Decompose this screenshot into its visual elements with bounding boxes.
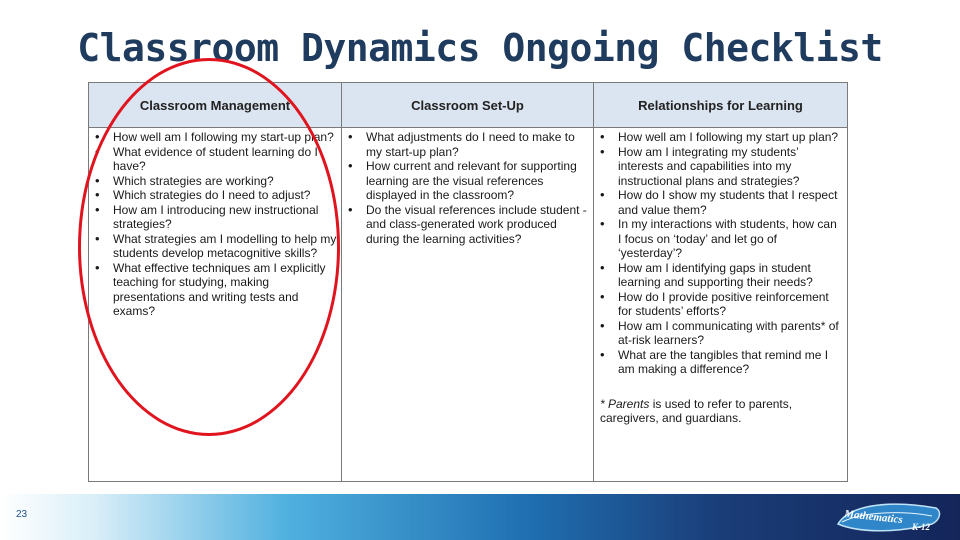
list-item: • What effective techniques am I explicitly teaching for studying, making presentations and writing tests and exams? [113, 261, 337, 319]
header-classroom-set-up: Classroom Set-Up [342, 83, 594, 128]
list-item: • What evidence of student learning do I have? [113, 145, 337, 174]
list-item: • How am I identifying gaps in student learning and supporting their needs? [618, 261, 843, 290]
list-item: • How am I introducing new instructional strategies? [113, 203, 337, 232]
list-item: • What are the tangibles that remind me I am making a difference? [618, 348, 843, 377]
column-classroom-management [89, 128, 342, 482]
table-body-row [89, 128, 848, 482]
list-item: • In my interactions with students, how can I focus on ‘today’ and let go of ‘yesterday’? [618, 217, 843, 261]
table-header-row [89, 83, 848, 128]
question-list [598, 130, 843, 377]
header-relationships-for-learning: Relationships for Learning [594, 83, 848, 128]
question-list [346, 130, 589, 246]
list-item: • How am I integrating my students’ interests and capabilities into my instructional plans and strategies? [618, 145, 843, 189]
question-list [93, 130, 337, 319]
list-item: • How well am I following my start up plan? [618, 130, 843, 145]
logo-text-main: Mathematics [843, 508, 904, 527]
logo-text-grade: K-12 [912, 522, 930, 532]
list-item: • What strategies am I modelling to help my students develop metacognitive skills? [113, 232, 337, 261]
list-item: • How do I show my students that I respect and value them? [618, 188, 843, 217]
list-item: • Which strategies are working? [113, 174, 337, 189]
slide-title: Classroom Dynamics Ongoing Checklist [77, 26, 883, 70]
list-item: • How current and relevant for supporting learning are the visual references displayed in the classroom? [366, 159, 589, 203]
list-item: • How well am I following my start-up plan? [113, 130, 337, 145]
list-item: • What adjustments do I need to make to my start-up plan? [366, 130, 589, 159]
checklist-table [88, 82, 848, 482]
page-number: 23 [16, 509, 28, 520]
footnote-text: is used to refer to parents, caregivers, and guardians. [600, 396, 793, 425]
mathematics-k12-logo [832, 498, 944, 536]
parents-footnote [600, 397, 843, 426]
header-classroom-management: Classroom Management [89, 83, 342, 128]
column-classroom-set-up [342, 128, 594, 482]
footer-gradient-bar [0, 494, 960, 540]
list-item: • Do the visual references include student - and class-generated work produced during the learning activities? [366, 203, 589, 247]
list-item: • How am I communicating with parents* of at-risk learners? [618, 319, 843, 348]
footnote-term: * Parents [600, 396, 650, 411]
list-item: • Which strategies do I need to adjust? [113, 188, 337, 203]
column-relationships-for-learning [594, 128, 848, 482]
list-item: • How do I provide positive reinforcement for students’ efforts? [618, 290, 843, 319]
